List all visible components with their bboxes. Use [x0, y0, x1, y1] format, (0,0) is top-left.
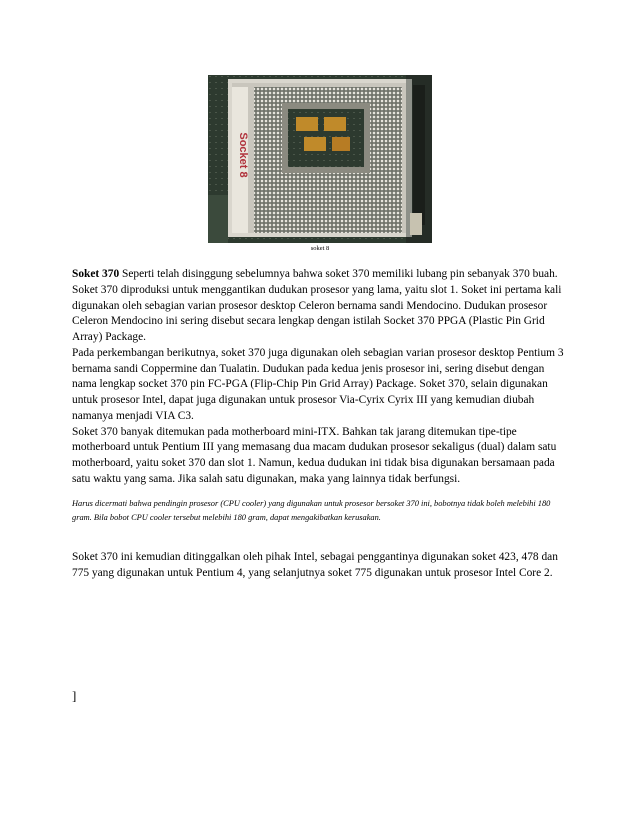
- term-soket-370: Soket 370: [72, 268, 120, 280]
- socket-8-illustration: [208, 75, 432, 243]
- paragraph-successor: Soket 370 ini kemudian ditinggalkan oleh pihak Intel, sebagai penggantinya digunakan soket 423, 478 dan 775 yang digunakan untuk Pentium 4, yang selanjutnya soket 775 digunakan untuk prosesor Intel Core 2.: [72, 551, 558, 579]
- paragraph-pentium-3: Pada perkembangan berikutnya, soket 370 juga digunakan oleh sebagian varian prosesor desktop Pentium 3 bernama sandi Coppermine dan Tualatin. Dudukan pada kedua jenis prosesor ini, sering disebut dengan nama lengkap socket 370 pin FC-PGA (Flip-Chip Pin Grid Array) Package. Soket 370, selain digunakan untuk prosesor Intel, dapat juga digunakan untuk prosesor Via-Cyrix Cyrix III yang kemudian diubah namanya menjadi VIA C3.: [72, 346, 564, 422]
- socket-8-photo: [208, 75, 432, 243]
- cooler-note: Harus dicermati bahwa pendingin prosesor (CPU cooler) yang digunakan untuk prosesor bersoket 370 ini, bobotnya tidak boleh melebihi 180 gram. Bila bobot CPU cooler tersebut melebihi 180 gram, dapat mengakibatkan kerusakan.: [72, 499, 551, 522]
- socket-label: Socket 8: [237, 132, 249, 178]
- figure-caption: soket 8: [310, 245, 330, 252]
- body-section-1: [72, 267, 568, 488]
- paragraph-mini-itx: Soket 370 banyak ditemukan pada motherboard mini-ITX. Bahkan tak jarang ditemukan tipe-tipe motherboard untuk Pentium III yang memasang dua macam dudukan prosesor sekaligus (dual) dalam satu motherboard, yaitu soket 370 dan slot 1. Namun, kedua dudukan ini tidak bisa digunakan bersamaan pada satu waktu yang sama. Jika salah satu digunakan, maka yang lainnya tidak berfungsi.: [72, 425, 557, 485]
- paragraph-soket-370-text: Seperti telah disinggung sebelumnya bahwa soket 370 memiliki lubang pin sebanyak 370 buah. Soket 370 diproduksi untuk menggantikan dudukan prosesor yang lama, yaitu slot 1. Soket ini pertama kali digunakan oleh sebagian varian prosesor desktop Celeron bernama sandi Mendocino. Dudukan prosesor Celeron Mendocino ini sering disebut secara lengkap dengan istilah Socket 370 PPGA (Plastic Pin Grid Array) Package.: [72, 268, 562, 343]
- body-section-2: [72, 550, 568, 582]
- stray-bracket: ]: [72, 688, 77, 703]
- paragraph-soket-370: [72, 267, 568, 346]
